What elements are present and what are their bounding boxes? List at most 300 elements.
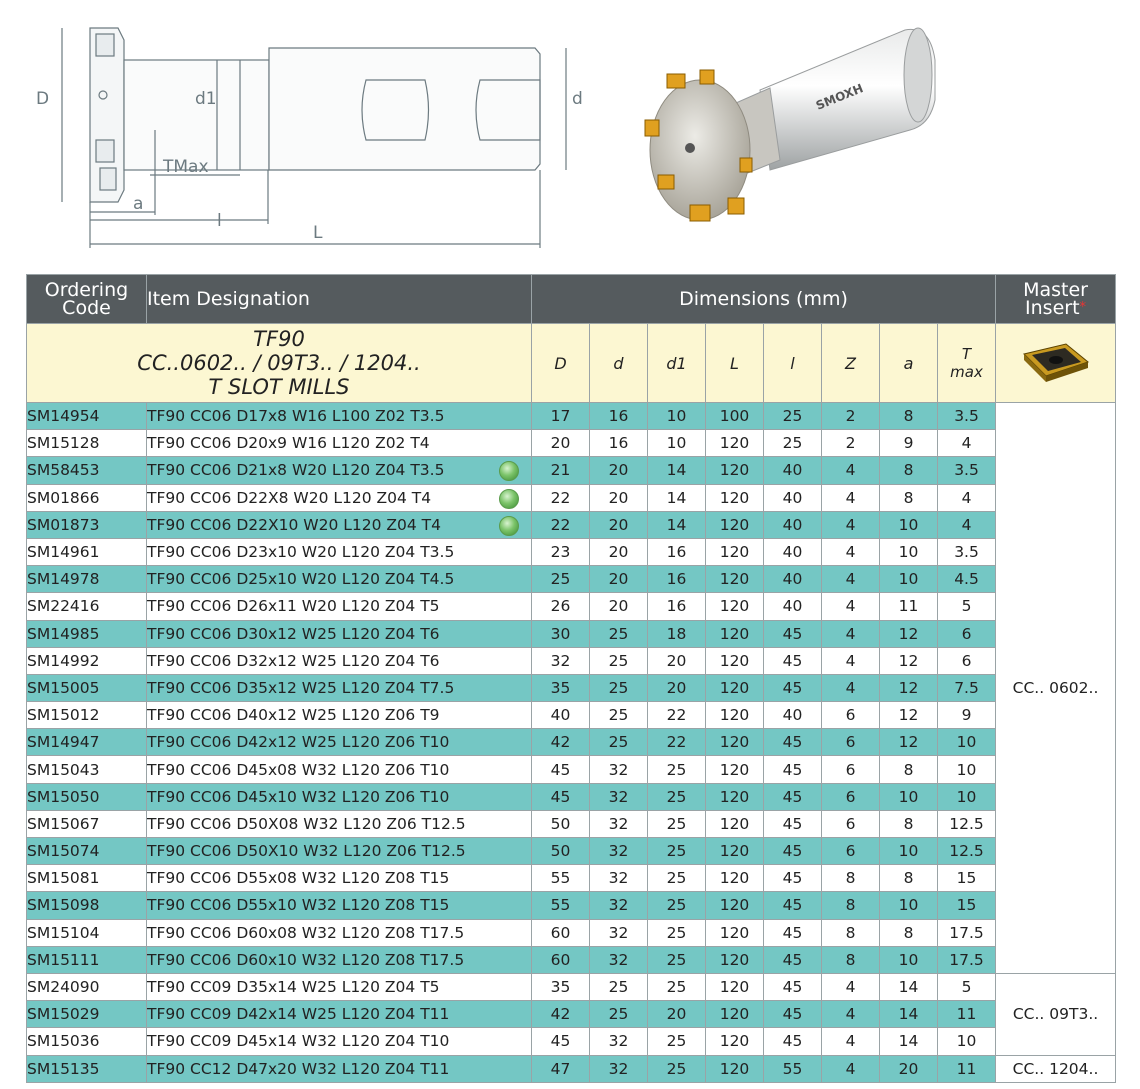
dim-d1-label: d1	[195, 89, 217, 109]
table-row	[27, 647, 1116, 674]
item-designation: TF90 CC09 D35x14 W25 L120 Z04 T5	[147, 973, 532, 1000]
dim-a: 10	[880, 566, 938, 593]
dim-L-label: L	[313, 223, 323, 243]
dim-D: 35	[532, 674, 590, 701]
item-designation: TF90 CC06 D26x11 W20 L120 Z04 T5	[147, 593, 532, 620]
col-tmax: T max	[938, 324, 996, 403]
dim-L: 100	[706, 403, 764, 430]
col-l: l	[764, 324, 822, 403]
dim-D: 60	[532, 946, 590, 973]
dim-L: 120	[706, 674, 764, 701]
dim-Z: 4	[822, 1028, 880, 1055]
dim-D: 35	[532, 973, 590, 1000]
dim-d1: 22	[648, 702, 706, 729]
dim-t: 17.5	[938, 946, 996, 973]
table-row	[27, 593, 1116, 620]
dim-d: 32	[590, 892, 648, 919]
dim-d1: 25	[648, 892, 706, 919]
dim-L: 120	[706, 511, 764, 538]
item-designation: TF90 CC06 D32x12 W25 L120 Z04 T6	[147, 647, 532, 674]
dim-a: 10	[880, 946, 938, 973]
dim-D: 22	[532, 484, 590, 511]
dim-a: 8	[880, 756, 938, 783]
ordering-code: SM15111	[27, 946, 147, 973]
dim-l: 45	[764, 756, 822, 783]
dim-Z: 2	[822, 430, 880, 457]
dim-t: 10	[938, 1028, 996, 1055]
dim-d: 32	[590, 865, 648, 892]
ordering-code: SM22416	[27, 593, 147, 620]
dim-t: 4	[938, 430, 996, 457]
dim-D: 20	[532, 430, 590, 457]
item-designation: TF90 CC06 D17x8 W16 L100 Z02 T3.5	[147, 403, 532, 430]
dim-t: 3.5	[938, 403, 996, 430]
dim-l: 45	[764, 1001, 822, 1028]
dim-l: 40	[764, 593, 822, 620]
table-row	[27, 783, 1116, 810]
dim-a: 8	[880, 919, 938, 946]
table-row	[27, 973, 1116, 1000]
item-designation: TF90 CC06 D22X10 W20 L120 Z04 T4	[147, 511, 532, 538]
dim-d1: 10	[648, 430, 706, 457]
dim-d: 25	[590, 647, 648, 674]
item-designation: TF90 CC06 D20x9 W16 L120 Z02 T4	[147, 430, 532, 457]
table-row	[27, 1001, 1116, 1028]
dim-d1: 20	[648, 674, 706, 701]
dim-l: 45	[764, 1028, 822, 1055]
dim-L: 120	[706, 946, 764, 973]
table-row	[27, 702, 1116, 729]
technical-drawing	[0, 0, 1140, 274]
table-row	[27, 484, 1116, 511]
col-D: D	[532, 324, 590, 403]
dim-a: 10	[880, 838, 938, 865]
dim-a: 10	[880, 511, 938, 538]
dim-D: 60	[532, 919, 590, 946]
item-designation: TF90 CC06 D60x08 W32 L120 Z08 T17.5	[147, 919, 532, 946]
dim-L: 120	[706, 865, 764, 892]
dim-t: 17.5	[938, 919, 996, 946]
dim-d1: 25	[648, 946, 706, 973]
dim-t: 5	[938, 593, 996, 620]
dim-t: 12.5	[938, 838, 996, 865]
dim-d1: 18	[648, 620, 706, 647]
dim-L: 120	[706, 484, 764, 511]
ordering-code: SM15067	[27, 810, 147, 837]
dim-l: 25	[764, 430, 822, 457]
ordering-code: SM01873	[27, 511, 147, 538]
dim-d: 20	[590, 457, 648, 484]
dim-d: 25	[590, 729, 648, 756]
ordering-code-header: Ordering Code	[27, 275, 147, 324]
item-designation: TF90 CC09 D42x14 W25 L120 Z04 T11	[147, 1001, 532, 1028]
item-designation: TF90 CC06 D45x08 W32 L120 Z06 T10	[147, 756, 532, 783]
dim-a: 10	[880, 783, 938, 810]
table-row	[27, 674, 1116, 701]
ordering-code: SM14954	[27, 403, 147, 430]
dim-t: 7.5	[938, 674, 996, 701]
dim-d: 32	[590, 919, 648, 946]
ccmt-insert-icon	[1018, 336, 1094, 386]
dim-t: 11	[938, 1001, 996, 1028]
ordering-code: SM15012	[27, 702, 147, 729]
dim-t: 4.5	[938, 566, 996, 593]
series-title: TF90 CC..0602.. / 09T3.. / 1204.. T SLOT MILLS	[27, 324, 532, 403]
dim-D: 32	[532, 647, 590, 674]
dim-d1: 20	[648, 1001, 706, 1028]
dim-Z: 6	[822, 783, 880, 810]
dim-D: 42	[532, 729, 590, 756]
dim-d: 20	[590, 566, 648, 593]
dim-Z: 4	[822, 566, 880, 593]
dim-l: 55	[764, 1055, 822, 1082]
eco-icon	[499, 516, 519, 536]
dim-a: 12	[880, 729, 938, 756]
dim-t: 4	[938, 484, 996, 511]
dim-Z: 8	[822, 919, 880, 946]
dim-D: 42	[532, 1001, 590, 1028]
table-row	[27, 1055, 1116, 1082]
dim-d1: 25	[648, 919, 706, 946]
dim-d: 20	[590, 484, 648, 511]
table-header	[27, 275, 1116, 324]
dim-a: 9	[880, 430, 938, 457]
dim-a: 8	[880, 457, 938, 484]
dim-L: 120	[706, 1055, 764, 1082]
ordering-code: SM15081	[27, 865, 147, 892]
ordering-code: SM01866	[27, 484, 147, 511]
dim-a: 8	[880, 865, 938, 892]
dim-Z: 4	[822, 593, 880, 620]
dim-Z: 8	[822, 865, 880, 892]
table-row	[27, 403, 1116, 430]
dim-t: 3.5	[938, 457, 996, 484]
dim-L: 120	[706, 430, 764, 457]
dim-D: 50	[532, 810, 590, 837]
dim-t: 9	[938, 702, 996, 729]
dim-l: 40	[764, 484, 822, 511]
dim-a: 14	[880, 1028, 938, 1055]
dim-Z: 4	[822, 1055, 880, 1082]
dim-d1: 25	[648, 1055, 706, 1082]
ordering-code: SM14992	[27, 647, 147, 674]
dim-d: 25	[590, 702, 648, 729]
item-designation: TF90 CC06 D45x10 W32 L120 Z06 T10	[147, 783, 532, 810]
dim-d: 25	[590, 674, 648, 701]
dim-a: 14	[880, 973, 938, 1000]
dim-Z: 4	[822, 620, 880, 647]
table-row	[27, 946, 1116, 973]
dim-D-label: D	[36, 89, 50, 109]
dim-D: 23	[532, 538, 590, 565]
dim-t: 10	[938, 756, 996, 783]
dim-Z: 8	[822, 892, 880, 919]
dim-d1: 22	[648, 729, 706, 756]
dim-L: 120	[706, 919, 764, 946]
table-row	[27, 919, 1116, 946]
dim-l: 40	[764, 511, 822, 538]
master-insert-group: CC.. 0602..	[996, 403, 1116, 974]
dim-a: 12	[880, 674, 938, 701]
dim-t: 12.5	[938, 810, 996, 837]
dim-L: 120	[706, 810, 764, 837]
dim-l: 45	[764, 919, 822, 946]
dim-L: 120	[706, 973, 764, 1000]
table-row	[27, 430, 1116, 457]
dim-d1: 25	[648, 1028, 706, 1055]
item-designation: TF90 CC09 D45x14 W32 L120 Z04 T10	[147, 1028, 532, 1055]
dim-d1: 14	[648, 457, 706, 484]
ordering-code: SM15050	[27, 783, 147, 810]
item-designation: TF90 CC06 D22X8 W20 L120 Z04 T4	[147, 484, 532, 511]
dim-t: 5	[938, 973, 996, 1000]
master-insert-group: CC.. 09T3..	[996, 973, 1116, 1055]
dim-t: 3.5	[938, 538, 996, 565]
ordering-code: SM15074	[27, 838, 147, 865]
dim-L: 120	[706, 783, 764, 810]
dim-L: 120	[706, 647, 764, 674]
t-slot-mill-photo	[645, 28, 935, 221]
dim-D: 17	[532, 403, 590, 430]
col-Z: Z	[822, 324, 880, 403]
dim-L: 120	[706, 756, 764, 783]
table-row	[27, 1028, 1116, 1055]
table-row	[27, 756, 1116, 783]
dim-a: 8	[880, 403, 938, 430]
dim-d1: 16	[648, 566, 706, 593]
dim-l: 45	[764, 946, 822, 973]
insert-image-cell	[996, 324, 1116, 403]
dim-L: 120	[706, 538, 764, 565]
item-designation: TF90 CC06 D40x12 W25 L120 Z06 T9	[147, 702, 532, 729]
dim-d: 32	[590, 783, 648, 810]
dim-D: 45	[532, 1028, 590, 1055]
dim-a: 10	[880, 538, 938, 565]
ordering-code: SM14978	[27, 566, 147, 593]
item-designation: TF90 CC06 D25x10 W20 L120 Z04 T4.5	[147, 566, 532, 593]
dimensions-header: Dimensions (mm)	[532, 275, 996, 324]
dim-t: 15	[938, 892, 996, 919]
dim-Z: 4	[822, 674, 880, 701]
table-row	[27, 838, 1116, 865]
dim-L: 120	[706, 593, 764, 620]
dim-l: 40	[764, 457, 822, 484]
dim-t: 15	[938, 865, 996, 892]
dim-d: 32	[590, 946, 648, 973]
table-row	[27, 566, 1116, 593]
dim-d1: 25	[648, 810, 706, 837]
dim-D: 30	[532, 620, 590, 647]
dim-d: 32	[590, 1055, 648, 1082]
dim-d: 32	[590, 756, 648, 783]
dim-D: 55	[532, 892, 590, 919]
dim-Z: 4	[822, 511, 880, 538]
dim-l: 45	[764, 647, 822, 674]
brand-label: SMOXH	[813, 81, 866, 113]
item-designation: TF90 CC06 D55x08 W32 L120 Z08 T15	[147, 865, 532, 892]
dim-l: 40	[764, 702, 822, 729]
dim-L: 120	[706, 729, 764, 756]
dim-L: 120	[706, 457, 764, 484]
ordering-code: SM14961	[27, 538, 147, 565]
dim-a: 11	[880, 593, 938, 620]
dim-d: 25	[590, 973, 648, 1000]
table-row	[27, 729, 1116, 756]
ordering-code: SM15043	[27, 756, 147, 783]
dim-Z: 4	[822, 457, 880, 484]
ordering-code: SM15128	[27, 430, 147, 457]
ordering-code: SM14947	[27, 729, 147, 756]
dim-t: 4	[938, 511, 996, 538]
dim-d1: 25	[648, 973, 706, 1000]
item-designation: TF90 CC12 D47x20 W32 L120 Z04 T11	[147, 1055, 532, 1082]
dim-Z: 4	[822, 484, 880, 511]
dim-tmax-label: TMax	[163, 157, 209, 177]
ordering-code: SM15098	[27, 892, 147, 919]
dim-d1: 25	[648, 838, 706, 865]
dim-Z: 6	[822, 810, 880, 837]
item-designation: TF90 CC06 D23x10 W20 L120 Z04 T3.5	[147, 538, 532, 565]
dim-a: 8	[880, 484, 938, 511]
master-insert-header: Master Insert*	[996, 275, 1116, 324]
dim-a: 8	[880, 810, 938, 837]
dim-l: 45	[764, 620, 822, 647]
ordering-code: SM15104	[27, 919, 147, 946]
product-illustrations	[0, 0, 1140, 274]
dim-Z: 8	[822, 946, 880, 973]
col-d: d	[590, 324, 648, 403]
dim-t: 10	[938, 783, 996, 810]
col-a: a	[880, 324, 938, 403]
dim-l: 40	[764, 538, 822, 565]
table-row	[27, 538, 1116, 565]
table-row	[27, 620, 1116, 647]
table-row	[27, 865, 1116, 892]
item-designation: TF90 CC06 D60x10 W32 L120 Z08 T17.5	[147, 946, 532, 973]
dim-D: 55	[532, 865, 590, 892]
dim-D: 50	[532, 838, 590, 865]
dim-l: 45	[764, 865, 822, 892]
dim-t: 6	[938, 620, 996, 647]
dim-a: 10	[880, 892, 938, 919]
dim-a: 12	[880, 647, 938, 674]
dim-d1: 25	[648, 783, 706, 810]
dim-l-label: l	[217, 211, 222, 231]
item-designation: TF90 CC06 D30x12 W25 L120 Z04 T6	[147, 620, 532, 647]
dim-a: 12	[880, 620, 938, 647]
dim-l: 45	[764, 838, 822, 865]
dim-Z: 6	[822, 756, 880, 783]
dim-L: 120	[706, 1028, 764, 1055]
dim-Z: 6	[822, 702, 880, 729]
item-designation: TF90 CC06 D35x12 W25 L120 Z04 T7.5	[147, 674, 532, 701]
ordering-code: SM15036	[27, 1028, 147, 1055]
dim-D: 47	[532, 1055, 590, 1082]
dim-t: 11	[938, 1055, 996, 1082]
item-designation: TF90 CC06 D21x8 W20 L120 Z04 T3.5	[147, 457, 532, 484]
dim-d: 20	[590, 593, 648, 620]
ordering-code: SM15135	[27, 1055, 147, 1082]
dim-a: 20	[880, 1055, 938, 1082]
dim-D: 45	[532, 783, 590, 810]
dim-d: 32	[590, 838, 648, 865]
dim-l: 25	[764, 403, 822, 430]
dim-d: 20	[590, 538, 648, 565]
ordering-code: SM15029	[27, 1001, 147, 1028]
col-L: L	[706, 324, 764, 403]
dim-l: 45	[764, 892, 822, 919]
dim-l: 45	[764, 810, 822, 837]
table-row	[27, 810, 1116, 837]
dim-L: 120	[706, 892, 764, 919]
dim-l: 45	[764, 729, 822, 756]
item-designation: TF90 CC06 D50X10 W32 L120 Z06 T12.5	[147, 838, 532, 865]
dim-d1: 25	[648, 865, 706, 892]
item-designation-header: Item Designation	[147, 275, 532, 324]
dim-d: 20	[590, 511, 648, 538]
dim-d1: 20	[648, 647, 706, 674]
dim-t: 10	[938, 729, 996, 756]
dim-d1: 16	[648, 593, 706, 620]
dim-d1: 10	[648, 403, 706, 430]
dim-Z: 4	[822, 973, 880, 1000]
item-designation: TF90 CC06 D42x12 W25 L120 Z06 T10	[147, 729, 532, 756]
dim-D: 22	[532, 511, 590, 538]
dim-d1: 14	[648, 511, 706, 538]
ordering-code: SM15005	[27, 674, 147, 701]
dim-d1: 14	[648, 484, 706, 511]
dim-d: 16	[590, 403, 648, 430]
dim-D: 26	[532, 593, 590, 620]
dim-d: 25	[590, 1001, 648, 1028]
dim-a: 12	[880, 702, 938, 729]
ordering-code: SM58453	[27, 457, 147, 484]
dim-Z: 4	[822, 1001, 880, 1028]
item-designation: TF90 CC06 D50X08 W32 L120 Z06 T12.5	[147, 810, 532, 837]
ordering-code: SM24090	[27, 973, 147, 1000]
dim-d: 16	[590, 430, 648, 457]
ordering-code: SM14985	[27, 620, 147, 647]
dim-Z: 2	[822, 403, 880, 430]
dim-d-label: d	[572, 89, 583, 109]
dim-D: 40	[532, 702, 590, 729]
dim-L: 120	[706, 1001, 764, 1028]
dim-L: 120	[706, 620, 764, 647]
dim-l: 45	[764, 783, 822, 810]
item-designation: TF90 CC06 D55x10 W32 L120 Z08 T15	[147, 892, 532, 919]
dim-l: 40	[764, 566, 822, 593]
dim-Z: 6	[822, 838, 880, 865]
table-row	[27, 892, 1116, 919]
dim-Z: 4	[822, 538, 880, 565]
dim-L: 120	[706, 838, 764, 865]
table-row	[27, 511, 1116, 538]
series-subheader	[27, 324, 1116, 403]
product-table	[26, 274, 1116, 1083]
dim-L: 120	[706, 566, 764, 593]
eco-icon	[499, 489, 519, 509]
dim-d1: 16	[648, 538, 706, 565]
dim-D: 45	[532, 756, 590, 783]
dim-Z: 4	[822, 647, 880, 674]
dim-a-label: a	[133, 194, 144, 214]
eco-icon	[499, 461, 519, 481]
dim-l: 45	[764, 674, 822, 701]
dim-d: 32	[590, 1028, 648, 1055]
col-d1: d1	[648, 324, 706, 403]
dim-l: 45	[764, 973, 822, 1000]
dim-a: 14	[880, 1001, 938, 1028]
